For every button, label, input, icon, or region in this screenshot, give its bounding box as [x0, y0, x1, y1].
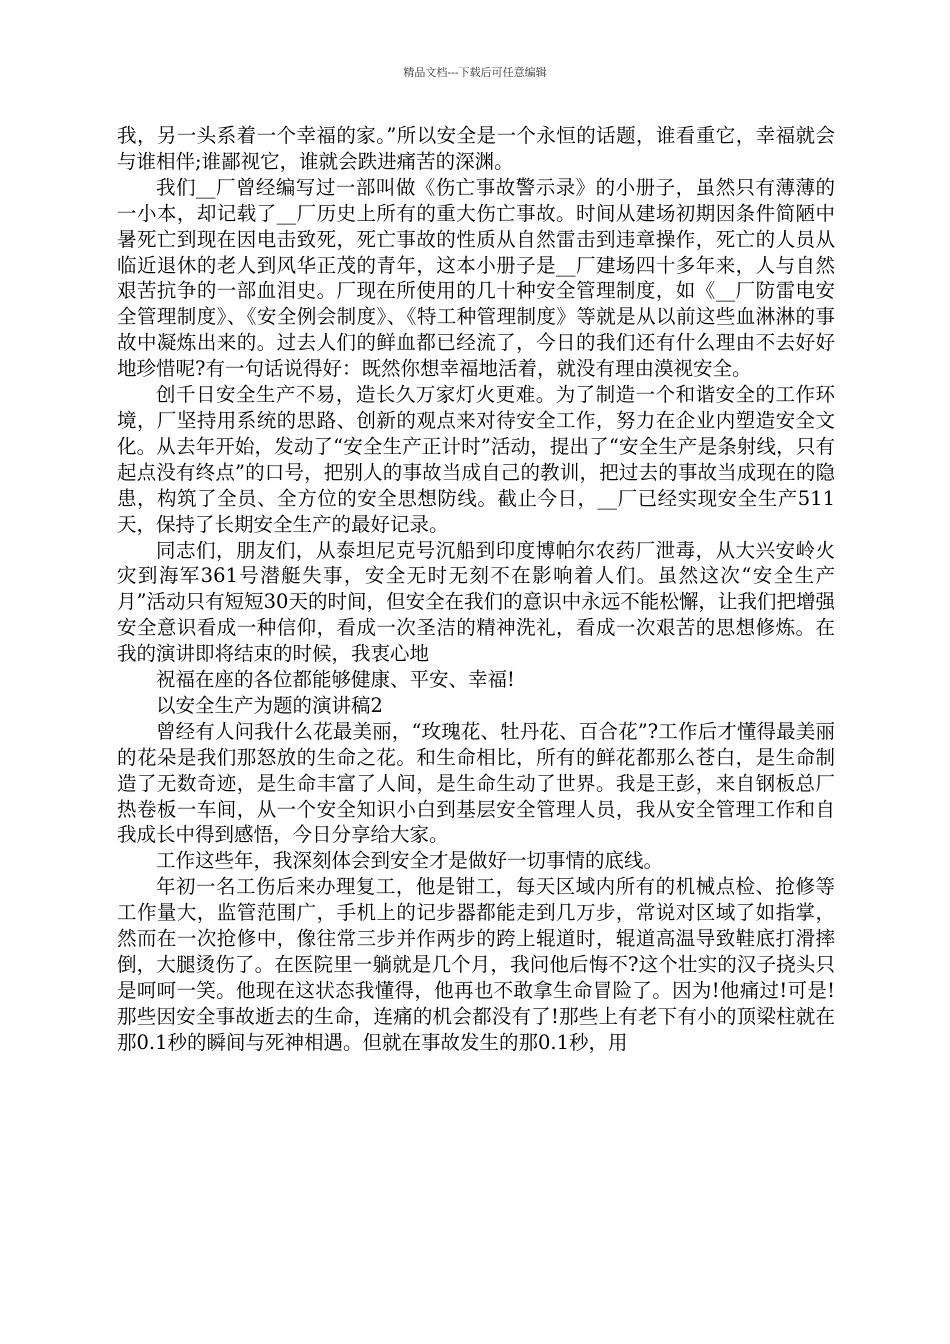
document-body — [117, 123, 835, 1056]
paragraph-3: 创千日安全生产不易，造长久万家灯火更难。为了制造一个和谐安全的工作环境，厂坚持用系统的思路、创新的观点来对待安全工作，努力在企业内塑造安全文化。从去年开始，发动了“安全生产正计时”活动，提出了“安全生产是条射线，只有起点没有终点”的口号，把别人的事故当成自己的教训，把过去的事故当成现在的隐患，构筑了全员、全方位的安全思想防线。截止今日，__厂已经实现安全生产511天，保持了长期安全生产的最好记录。 — [117, 383, 835, 536]
paragraph-8: 工作这些年，我深刻体会到安全才是做好一切事情的底线。 — [156, 849, 664, 873]
speech-title: 以安全生产为题的演讲稿2 — [156, 693, 383, 717]
paragraph-2: 我们__厂曾经编写过一部叫做《伤亡事故警示录》的小册子，虽然只有薄薄的一小本，却记载了__厂历史上所有的重大伤亡事故。时间从建场初期因条件简陋中暑死亡到现在因电击致死，死亡事故的性质从自然雷击到违章操作，死亡的人员从临近退休的老人到风华正茂的青年，这本小册子是__厂建场四十多年来，人与自然艰苦抗争的一部血泪史。厂现在所使用的几十种安全管理制度，如《__厂防雷电安全管理制度》、《安全例会制度》、《特工种管理制度》等就是从以前这些血淋淋的事故中凝炼出来的。过去人们的鲜血都已经流了，今日的我们还有什么理由不去好好地珍惜呢?有一句话说得好：既然你想幸福地活着，就没有理由漠视安全。 — [117, 175, 835, 381]
paragraph-4: 同志们，朋友们，从泰坦尼克号沉船到印度博帕尔农药厂泄毒，从大兴安岭火灾到海军361号潜艇失事，安全无时无刻不在影响着人们。虽然这次“安全生产月”活动只有短短30天的时间，但安全在我们的意识中永远不能松懈，让我们把增强安全意识看成一种信仰，看成一次圣洁的精神洗礼，看成一次艰苦的思想修炼。在我的演讲即将结束的时候，我衷心地 — [117, 538, 835, 666]
blessing-line: 祝福在座的各位都能够健康、平安、幸福! — [156, 668, 515, 692]
page-header: 精品文档---下载后可任意编辑 — [403, 66, 547, 79]
paragraph-7: 曾经有人问我什么花最美丽，“玫瑰花、牡丹花、百合花”?工作后才懂得最美丽的花朵是我们那怒放的生命之花。和生命相比，所有的鲜花都那么苍白，是生命制造了无数奇迹，是生命丰富了人间，是生命生动了世界。我是王彭，来自钢板总厂热卷板一车间，从一个安全知识小白到基层安全管理人员，我从安全管理工作和自我成长中得到感悟，今日分享给大家。 — [117, 719, 835, 847]
paragraph-9: 年初一名工伤后来办理复工，他是钳工，每天区域内所有的机械点检、抢修等工作量大，监管范围广，手机上的记步器都能走到几万步，常说对区域了如指掌，然而在一次抢修中，像往常三步并作两步的跨上辊道时，辊道高温导致鞋底打滑摔倒，大腿烫伤了。在医院里一躺就是几个月，我问他后悔不?这个壮实的汉子挠头只是呵呵一笑。他现在这状态我懂得，他再也不敢拿生命冒险了。因为!他痛过!可是!那些因安全事故逝去的生命，连痛的机会都没有了!那些上有老下有小的顶梁柱就在那0.1秒的瞬间与死神相遇。但就在事故发生的那0.1秒，用 — [117, 875, 835, 1054]
paragraph-1: 我，另一头系着一个幸福的家。”所以安全是一个永恒的话题，谁看重它，幸福就会与谁相伴;谁鄙视它，谁就会跌进痛苦的深渊。 — [117, 124, 835, 173]
